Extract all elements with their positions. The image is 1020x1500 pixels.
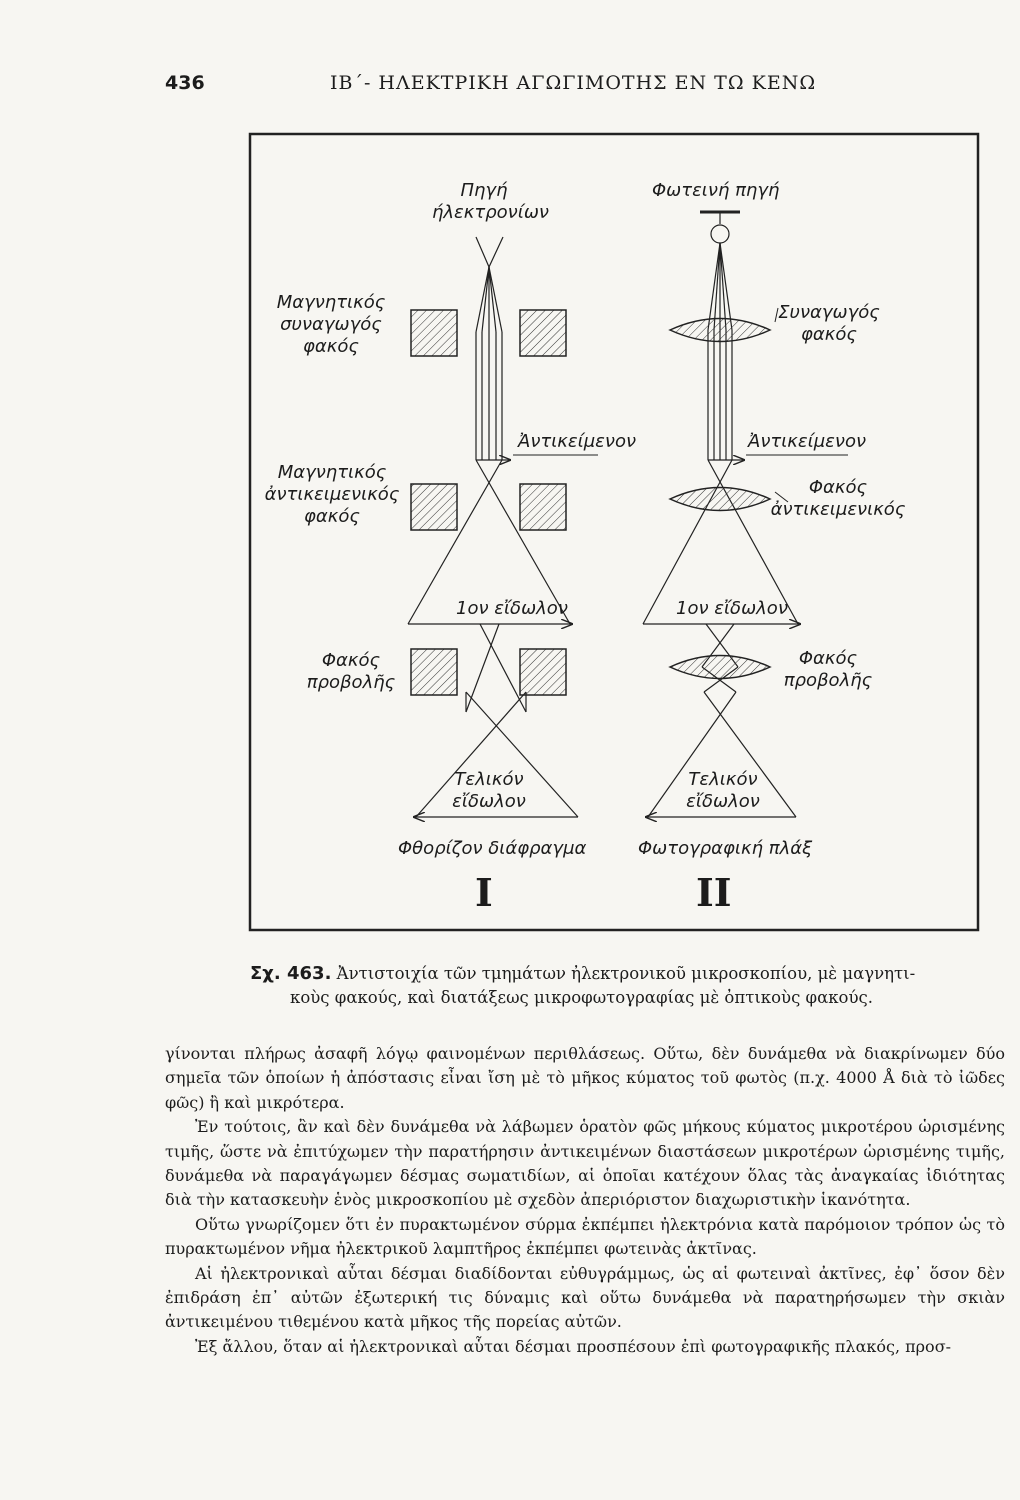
figure-caption bbox=[250, 962, 950, 1010]
object-label-left: Ἀντικείμενον bbox=[518, 431, 637, 452]
objective-coil-right bbox=[520, 484, 566, 530]
first-image-label-left: 1ον εἴδωλον bbox=[456, 598, 568, 619]
magnetic-condenser-label: Μαγνητικός συναγωγός φακός bbox=[276, 292, 386, 357]
running-head: ΙΒ΄- ΗΛΕΚΤΡΙΚΗ ΑΓΩΓΙΜΟΤΗΣ ΕΝ ΤΩ ΚΕΝΩ bbox=[330, 72, 817, 94]
figure-frame bbox=[250, 134, 978, 930]
final-image-label-left: Τελικόν εἴδωλον bbox=[452, 769, 526, 812]
microscope-figure bbox=[248, 132, 982, 932]
condenser-lens-label: Συναγωγός φακός bbox=[778, 302, 880, 345]
projector-coil-right bbox=[520, 649, 566, 695]
paragraph-4: Αἱ ἠλεκτρονικαὶ αὗται δέσμαι διαδίδονται εὐθυγράμμως, ὡς αἱ φωτειναὶ ἀκτῖνες, ἐφ᾽ ὅσον δὲν ἐπιδράση ἐπ᾽ αὐτῶν ἐξωτερική τις δύναμις καὶ οὕτω δυνάμεθα νὰ παρατηρήσωμεν τὴν σκιὰν ἀντικειμένου τιθεμένου κατὰ μῆκος τῆς πορείας αὐτῶν. bbox=[165, 1263, 1005, 1332]
fluorescent-screen-label: Φθορίζον διάφραγμα bbox=[398, 838, 587, 859]
paragraph-3: Οὕτω γνωρίζομεν ὅτι ἐν πυρακτωμένον σύρμα ἐκπέμπει ἠλεκτρόνια κατὰ παρόμοιον τρόπον ὡς τὸ πυρακτωμένον νῆμα ἠλεκτρικοῦ λαμπτῆρος ἐκπέμπει φωτεινὰς ἀκτῖνας. bbox=[165, 1214, 1005, 1259]
caption-number: Σχ. 463. bbox=[250, 963, 332, 984]
objective-coil-left bbox=[411, 484, 457, 530]
condenser-coil-left bbox=[411, 310, 457, 356]
caption-line-1: Ἀντιστοιχία τῶν τμημάτων ἠλεκτρονικοῦ μικροσκοπίου, μὲ μαγνητι- bbox=[336, 964, 916, 983]
figure-numeral-one: I bbox=[475, 870, 493, 915]
projector-lens bbox=[670, 656, 770, 679]
objective-lens bbox=[670, 488, 770, 511]
projector-lens-label-left: Φακός προβολῆς bbox=[306, 650, 396, 693]
figure-drawing bbox=[248, 132, 982, 932]
magnetic-objective-label: Μαγνητικός ἀντικειμενικός φακός bbox=[264, 462, 400, 527]
lamp-bulb bbox=[711, 225, 729, 243]
projector-lens-label-right: Φακός προβολῆς bbox=[783, 648, 873, 691]
cathode bbox=[476, 237, 503, 267]
caption-line-2: κοὺς φακούς, καὶ διατάξεως μικροφωτογραφίας μὲ ὀπτικοὺς φακούς. bbox=[290, 988, 874, 1007]
light-source-label: Φωτεινή πηγή bbox=[652, 180, 780, 201]
paragraph-5: Ἐξ ἄλλου, ὅταν αἱ ἠλεκτρονικαὶ αὗται δέσμαι προσπέσουν ἐπὶ φωτογραφικῆς πλακός, προσ- bbox=[195, 1336, 952, 1356]
paragraph-2: Ἐν τούτοις, ἂν καὶ δὲν δυνάμεθα νὰ λάβωμεν ὁρατὸν φῶς μήκους κύματος μικροτέρου ὡρισμένης τιμῆς, ὥστε νὰ ἐπιτύχωμεν τὴν παρατήρησιν ἀντικειμένων διαστάσεων μικροτέρων ὡρισμένης τιμῆς, δυνάμεθα νὰ παραγάγωμεν δέσμας σωματιδίων, αἱ ὁποῖαι κατέχουν ὅλας τὰς ἀναγκαίας ἰδιότητας διὰ τὴν κατασκευὴν ἑνὸς μικροσκοπίου μὲ σχεδὸν ἀπεριόριστον διαχωριστικὴν ἱκανότητα. bbox=[165, 1117, 1005, 1210]
body-text bbox=[165, 1042, 1005, 1359]
condenser-coil-right bbox=[520, 310, 566, 356]
paragraph-1: γίνονται πλήρως ἀσαφῆ λόγῳ φαινομένων περιθλάσεως. Οὕτω, δὲν δυνάμεθα νὰ διακρίνωμεν δύο σημεῖα τῶν ὁποίων ἡ ἀπόστασις εἶναι ἴση μὲ τὸ μῆκος κύματος τοῦ φωτὸς (π.χ. 4000 Å διὰ τὸ ἰῶδες φῶς) ἢ καὶ μικρότερα. bbox=[165, 1044, 1005, 1112]
page-header bbox=[0, 72, 1020, 102]
condenser-lens bbox=[670, 319, 770, 342]
first-image-label-right: 1ον εἴδωλον bbox=[676, 598, 788, 619]
object-label-right: Ἀντικείμενον bbox=[748, 431, 867, 452]
figure-numeral-two: II bbox=[696, 870, 732, 915]
photographic-plate-label: Φωτογραφική πλάξ bbox=[638, 838, 813, 859]
electron-source-label: Πηγή ήλεκτρονίων bbox=[432, 180, 549, 223]
projector-coil-left bbox=[411, 649, 457, 695]
final-image-label-right: Τελικόν εἴδωλον bbox=[686, 769, 760, 812]
objective-lens-label: Φακός ἀντικειμενικός bbox=[770, 477, 906, 520]
page-number: 436 bbox=[165, 72, 205, 94]
